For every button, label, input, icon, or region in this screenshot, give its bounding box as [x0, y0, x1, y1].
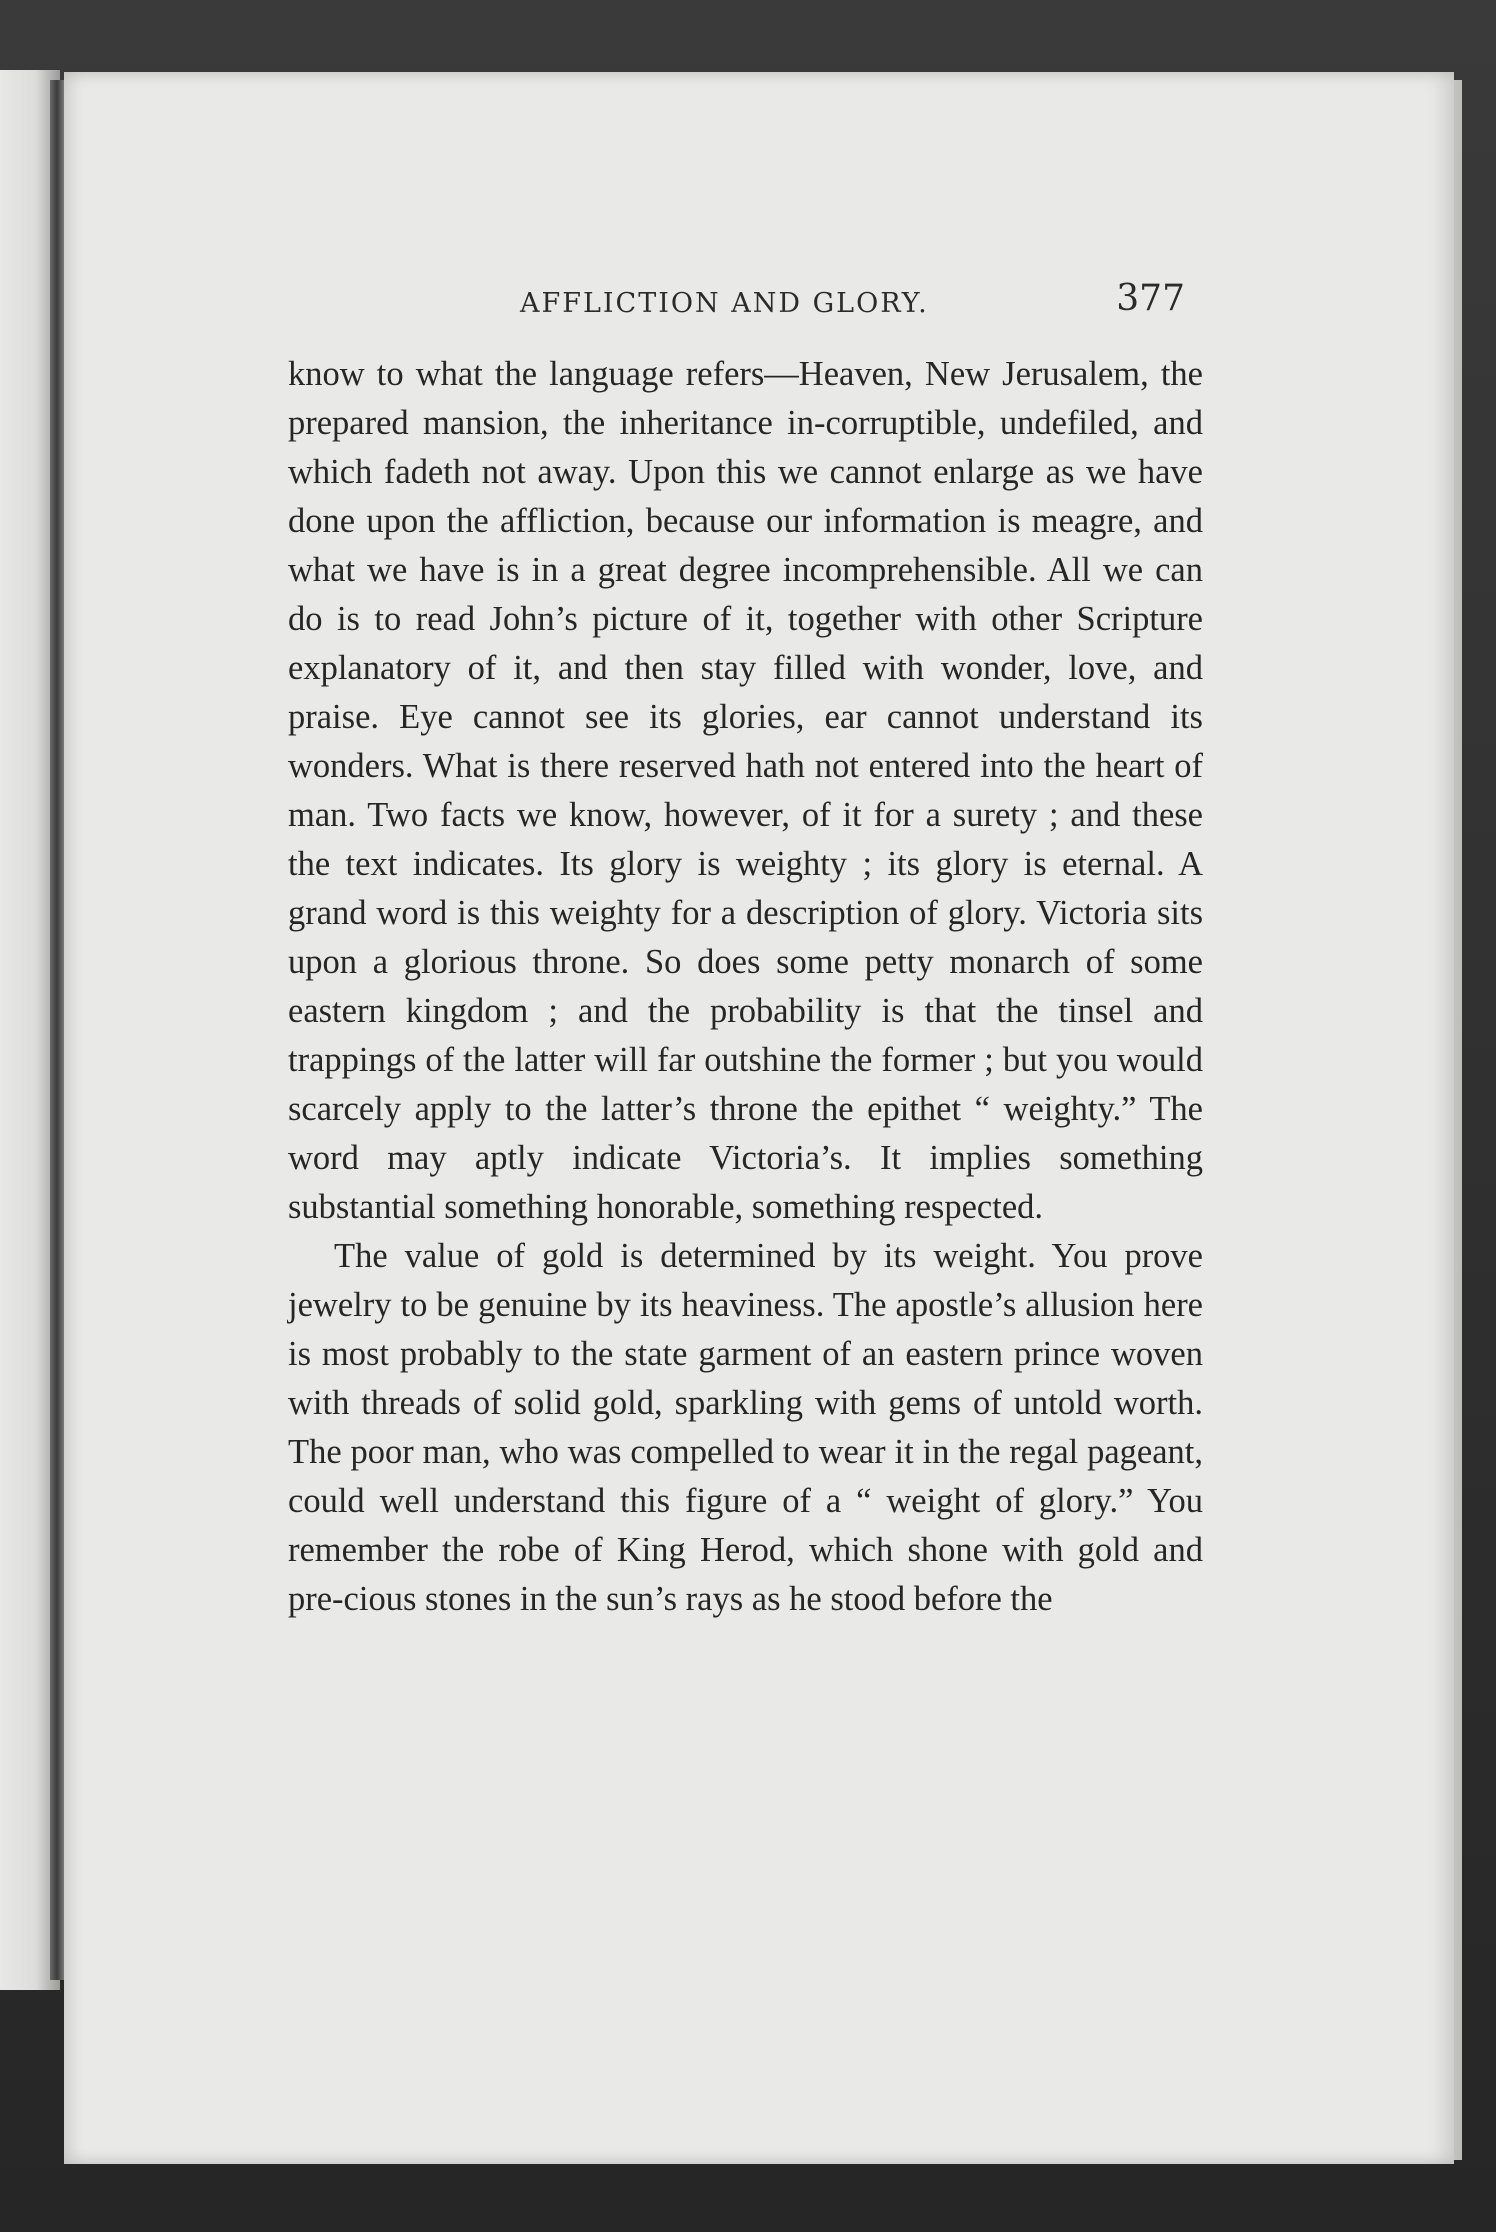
- running-head: [220, 278, 1185, 328]
- body-text: [288, 350, 1203, 1624]
- page-number: 377: [1116, 278, 1185, 319]
- paragraph-2: The value of gold is determined by its weight. You prove jewelry to be genuine by its heaviness. The apostle’s allusion here is most probably to the state garment of an eastern prince woven with threads of solid gold, sparkling with gems of untold worth. The poor man, who was compelled to wear it in the regal pageant, could well understand this figure of a “ weight of glory.” You remember the robe of King Herod, which shone with gold and pre-cious stones in the sun’s rays as he stood before the: [288, 1237, 1203, 1618]
- book-spine: [50, 80, 64, 1980]
- paragraph-1: know to what the language refers—Heaven, New Jerusalem, the prepared mansion, the inheritance in-corruptible, undefiled, and which fadeth not away. Upon this we cannot enlarge as we have done upon the affliction, because our information is meagre, and what we have is in a great degree incomprehensible. All we can do is to read John’s picture of it, together with other Scripture explanatory of it, and then stay filled with wonder, love, and praise. Eye cannot see its glories, ear cannot understand its wonders. What is there reserved hath not entered into the heart of man. Two facts we know, however, of it for a surety ; and these the text indicates. Its glory is weighty ; its glory is eternal. A grand word is this weighty for a description of glory. Victoria sits upon a glorious throne. So does some petty monarch of some eastern kingdom ; and the probability is that the tinsel and trappings of the latter will far outshine the former ; but you would scarcely apply to the latter’s throne the epithet “ weighty.” The word may aptly indicate Victoria’s. It implies something substantial something honorable, something respected.: [288, 355, 1203, 1226]
- running-title: AFFLICTION AND GLORY.: [520, 288, 929, 319]
